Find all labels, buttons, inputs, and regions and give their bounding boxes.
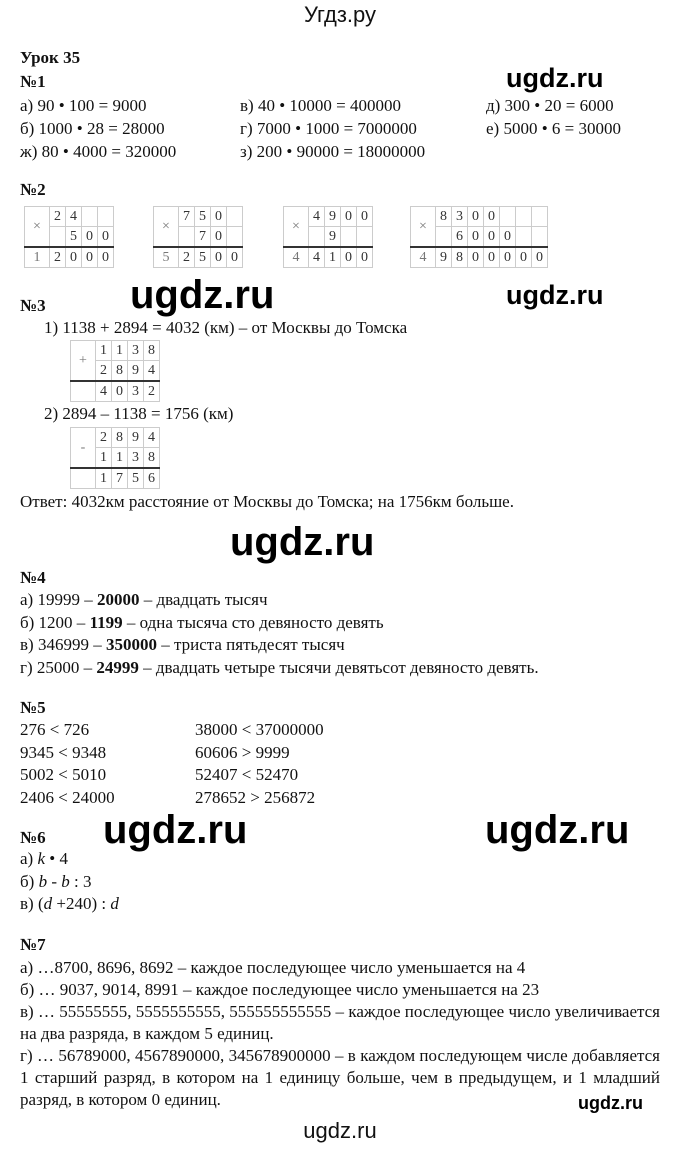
digit-cell: 0 [468, 227, 484, 248]
result-digit-cell: 4 [284, 247, 309, 268]
result-digit-cell: 2 [50, 247, 66, 268]
expression [20, 849, 68, 869]
digit-cell [227, 207, 243, 227]
digit-cell: 8 [144, 341, 160, 361]
result-digit-cell: 0 [516, 247, 532, 268]
answer-number: 20000 [96, 590, 140, 609]
result-digit-cell: 0 [66, 247, 82, 268]
digit-cell [309, 227, 325, 248]
watermark: ugdz.ru [506, 63, 604, 93]
result-digit-cell [71, 381, 96, 402]
multiplication-grid [153, 206, 243, 268]
comparison: 5002 < 5010 [20, 765, 107, 784]
result-digit-cell: 0 [484, 247, 500, 268]
digit-cell: 2 [50, 207, 66, 227]
comparison: 278652 > 256872 [195, 787, 316, 807]
task-1-item: ж) 80 • 4000 = 320000 [20, 142, 177, 161]
text: - [47, 871, 62, 891]
operator-sign: + [71, 341, 96, 382]
result-digit-cell: 0 [500, 247, 516, 268]
watermark: ugdz.ru [485, 808, 630, 852]
operator-sign: × [154, 207, 179, 248]
result-digit-cell: 1 [25, 247, 50, 268]
digit-cell [341, 227, 357, 248]
task-3-step-1: 1) 1138 + 2894 = 4032 (км) – от Москвы до Томска [44, 318, 408, 337]
digit-cell [357, 227, 373, 248]
digit-cell: 0 [484, 227, 500, 248]
digit-cell: 0 [341, 207, 357, 227]
watermark: ugdz.ru [578, 1093, 643, 1113]
task-1-item: г) 7000 • 1000 = 7000000 [240, 119, 417, 138]
task-7-item: г) … 56789000, 4567890000, 345678900000 – в каждом последующем числе добавляется 1 старший разряд, в котором на 1 единицу больше, чем в предыдущем, и 1 младший разряд, в котором 0 единиц. [20, 1046, 660, 1109]
digit-cell: 8 [112, 428, 128, 448]
text: +240) : [52, 894, 111, 913]
site-header: Угдз.ру [303, 2, 377, 27]
text: б) 1200 – [20, 612, 90, 632]
comparison: 52407 < 52470 [195, 765, 299, 784]
comparison: 276 < 726 [20, 720, 90, 739]
result-digit-cell: 3 [128, 381, 144, 402]
task-1-item: б) 1000 • 28 = 28000 [20, 119, 165, 138]
text: – триста пятьдесят тысяч [156, 635, 345, 654]
digit-cell: 0 [82, 227, 98, 248]
result-digit-cell [71, 468, 96, 489]
text: г) 25000 – [20, 657, 97, 677]
digit-cell: 7 [195, 227, 211, 248]
multiplication-grid [24, 206, 114, 268]
digit-cell: 8 [144, 448, 160, 469]
digit-cell [98, 207, 114, 227]
task-1-item: в) 40 • 10000 = 400000 [240, 96, 401, 115]
task-7-item: а) …8700, 8696, 8692 – каждое последующее число уменьшается на 4 [20, 958, 526, 977]
digit-cell: 1 [112, 448, 128, 469]
variable: b [38, 871, 48, 891]
comparison: 9345 < 9348 [20, 742, 107, 762]
text: : 3 [69, 871, 92, 891]
variable: b [61, 871, 70, 891]
result-digit-cell: 0 [98, 247, 114, 268]
digit-cell: 0 [500, 227, 516, 248]
result-digit-cell: 5 [154, 247, 179, 268]
digit-cell [516, 207, 532, 227]
digit-cell [532, 227, 548, 248]
digit-cell [227, 227, 243, 248]
result-digit-cell: 0 [532, 247, 548, 268]
result-digit-cell: 2 [144, 381, 160, 402]
result-digit-cell: 8 [452, 247, 468, 268]
result-digit-cell: 7 [112, 468, 128, 489]
digit-cell: 4 [66, 207, 82, 227]
digit-cell: 3 [128, 341, 144, 361]
digit-cell [436, 227, 452, 248]
result-digit-cell: 0 [357, 247, 373, 268]
addition-grid [70, 340, 160, 402]
digit-cell [50, 227, 66, 248]
digit-cell: 5 [195, 207, 211, 227]
result-digit-cell: 9 [436, 247, 452, 268]
comparison: 38000 < 37000000 [195, 720, 324, 739]
result-digit-cell: 6 [144, 468, 160, 489]
operator-sign: × [411, 207, 436, 248]
result-digit-cell: 0 [211, 247, 227, 268]
operator-sign: × [25, 207, 50, 248]
digit-cell: 9 [325, 207, 341, 227]
result-digit-cell: 5 [128, 468, 144, 489]
task-3-step-2: 2) 2894 – 1138 = 1756 (км) [44, 404, 234, 423]
digit-cell: 9 [325, 227, 341, 248]
text: а) 19999 – [20, 590, 97, 609]
digit-cell: 0 [357, 207, 373, 227]
watermark: ugdz.ru [230, 520, 375, 564]
multiplication-grid [283, 206, 373, 268]
result-digit-cell: 1 [325, 247, 341, 268]
result-digit-cell: 0 [82, 247, 98, 268]
task-7-item: б) … 9037, 9014, 8991 – каждое последующее число уменьшается на 23 [20, 980, 540, 999]
variable: d [43, 894, 53, 913]
watermark: ugdz.ru [103, 808, 248, 852]
digit-cell: 7 [179, 207, 195, 227]
text: – одна тысяча сто девяносто девять [122, 612, 384, 632]
digit-cell: 4 [309, 207, 325, 227]
task-3-answer: Ответ: 4032км расстояние от Москвы до Томска; на 1756км больше. [20, 492, 514, 511]
watermark: ugdz.ru [130, 273, 275, 317]
watermark: ugdz.ru [506, 280, 604, 310]
digit-cell: 3 [128, 448, 144, 469]
result-digit-cell: 1 [96, 468, 112, 489]
digit-cell: 9 [128, 361, 144, 382]
task-2-title: №2 [20, 180, 46, 199]
result-digit-cell: 0 [341, 247, 357, 268]
text: в) 346999 – [20, 635, 106, 654]
task-4-line [20, 590, 268, 610]
result-digit-cell: 4 [411, 247, 436, 268]
task-1-item: з) 200 • 90000 = 18000000 [240, 142, 426, 161]
digit-cell: 0 [468, 207, 484, 227]
digit-cell [82, 207, 98, 227]
task-1-item: а) 90 • 100 = 9000 [20, 96, 147, 115]
result-digit-cell: 0 [227, 247, 243, 268]
task-4-title: №4 [20, 568, 46, 587]
digit-cell: 1 [96, 448, 112, 469]
site-footer: ugdz.ru [303, 1118, 377, 1143]
task-1-title: №1 [20, 72, 46, 91]
digit-cell [516, 227, 532, 248]
operator-sign: × [284, 207, 309, 248]
expression [20, 872, 91, 892]
digit-cell: 8 [436, 207, 452, 227]
digit-cell [500, 207, 516, 227]
result-digit-cell: 4 [96, 381, 112, 402]
result-digit-cell: 0 [468, 247, 484, 268]
task-1-item: д) 300 • 20 = 6000 [486, 96, 614, 115]
task-4-line [20, 658, 539, 678]
digit-cell: 9 [128, 428, 144, 448]
task-7-item: в) … 55555555, 5555555555, 555555555555 – каждое последующее число увеличивается на два разряда, в каждом 5 единиц. [20, 1002, 660, 1043]
digit-cell [179, 227, 195, 248]
task-5-title: №5 [20, 698, 46, 717]
digit-cell: 6 [452, 227, 468, 248]
digit-cell: 2 [96, 428, 112, 448]
answer-number: 350000 [105, 635, 157, 654]
variable: d [110, 894, 119, 913]
task-1-item: е) 5000 • 6 = 30000 [486, 119, 621, 138]
text: – двадцать тысяч [139, 590, 268, 609]
text: – двадцать четыре тысячи девятьсот девяносто девять. [138, 657, 539, 677]
result-digit-cell: 4 [309, 247, 325, 268]
result-digit-cell: 0 [112, 381, 128, 402]
digit-cell: 0 [211, 227, 227, 248]
multiplication-grid [410, 206, 548, 268]
digit-cell [532, 207, 548, 227]
digit-cell: 4 [144, 428, 160, 448]
task-4-line [20, 613, 384, 633]
digit-cell: 1 [112, 341, 128, 361]
digit-cell: 0 [484, 207, 500, 227]
lesson-title: Урок 35 [20, 48, 81, 67]
variable: k [37, 849, 46, 868]
digit-cell: 1 [96, 341, 112, 361]
task-4-line [20, 635, 345, 655]
expression [20, 894, 119, 914]
task-3-title: №3 [20, 296, 46, 315]
digit-cell: 3 [452, 207, 468, 227]
text: а) [20, 849, 38, 868]
comparison: 2406 < 24000 [20, 787, 115, 807]
operator-sign: - [71, 428, 96, 469]
digit-cell: 5 [66, 227, 82, 248]
result-digit-cell: 5 [195, 247, 211, 268]
comparison: 60606 > 9999 [195, 742, 290, 762]
task-6-title: №6 [20, 828, 46, 847]
answer-number: 1199 [89, 612, 123, 632]
digit-cell: 4 [144, 361, 160, 382]
answer-number: 24999 [96, 657, 139, 677]
text: б) [20, 871, 39, 891]
text: в) ( [20, 894, 44, 913]
digit-cell: 0 [211, 207, 227, 227]
digit-cell: 2 [96, 361, 112, 382]
digit-cell: 8 [112, 361, 128, 382]
result-digit-cell: 2 [179, 247, 195, 268]
subtraction-grid [70, 427, 160, 489]
text: • 4 [45, 849, 68, 868]
digit-cell: 0 [98, 227, 114, 248]
task-7-title: №7 [20, 935, 46, 954]
